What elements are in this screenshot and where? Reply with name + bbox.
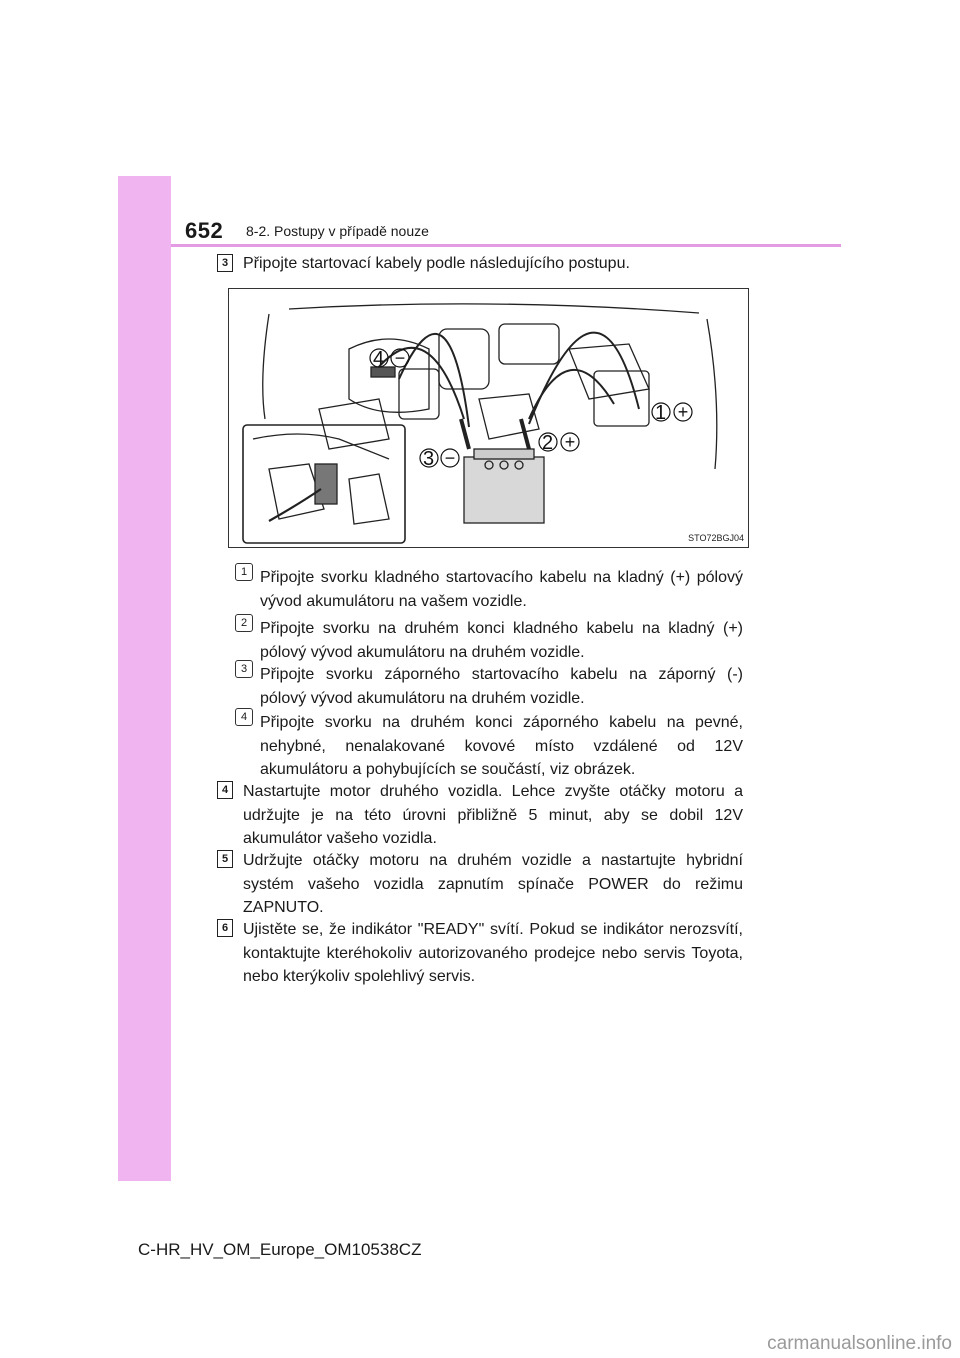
watermark: carmanualsonline.info: [640, 1330, 960, 1358]
substep-text: Připojte svorku záporného startovacího kabelu na záporný (-) pólový vývod akumulátoru na druhém vozidle.: [260, 666, 743, 707]
substep-badge: 3: [235, 660, 253, 678]
page-number: 652: [185, 218, 224, 243]
plus-icon: +: [677, 402, 689, 422]
step-badge: 3: [217, 254, 233, 272]
substep-badge: 1: [235, 563, 253, 581]
jump-start-illustration: [228, 288, 749, 548]
document-id: C-HR_HV_OM_Europe_OM10538CZ: [138, 1240, 422, 1259]
figure-code: STO72BGJ04: [688, 533, 744, 543]
section-title: 8-2. Postupy v případě nouze: [246, 223, 429, 239]
callout-2-number: 2: [542, 432, 554, 454]
step-text: Nastartujte motor druhého vozidla. Lehce zvyšte otáčky motoru a udržujte je na této úrovni přibližně 5 minut, aby se dobil 12V akumulátor vašeho vozidla.: [243, 783, 743, 847]
minus-icon: −: [394, 348, 406, 368]
plus-icon: +: [564, 432, 576, 452]
callout-4-number: 4: [373, 348, 385, 370]
step-text: Připojte startovací kabely podle následujícího postupu.: [243, 255, 630, 272]
step-badge: 6: [217, 919, 233, 937]
side-band: [118, 176, 171, 1181]
step-badge: 4: [217, 781, 233, 799]
substep-text: Připojte svorku na druhém konci záporného kabelu na pevné, nehybné, nenalakované kovové místo vzdálené od 12V akumulátoru a pohybujících se součástí, viz obrázek.: [260, 714, 743, 778]
step-badge: 5: [217, 850, 233, 868]
callout-1-number: 1: [655, 402, 667, 424]
callout-3-number: 3: [423, 448, 435, 470]
step-text: Udržujte otáčky motoru na druhém vozidle a nastartujte hybridní systém vašeho vozidla zapnutím spínače POWER do režimu ZAPNUTO.: [243, 852, 743, 916]
step-text: Ujistěte se, že indikátor "READY" svítí. Pokud se indikátor nerozsvítí, kontaktujte kteréhokoliv autorizovaného prodejce nebo servis Toyota, nebo kterýkoliv spolehlivý servis.: [243, 921, 743, 985]
engine-bay-drawing: [229, 289, 750, 549]
substep-text: Připojte svorku na druhém konci kladného kabelu na kladný (+) pólový vývod akumulátoru na druhém vozidle.: [260, 620, 743, 661]
substep-text: Připojte svorku kladného startovacího kabelu na kladný (+) pólový vývod akumulátoru na vašem vozidle.: [260, 569, 743, 610]
minus-icon: −: [444, 448, 456, 468]
substep-badge: 2: [235, 614, 253, 632]
substep-badge: 4: [235, 708, 253, 726]
header-rule: [171, 244, 841, 247]
